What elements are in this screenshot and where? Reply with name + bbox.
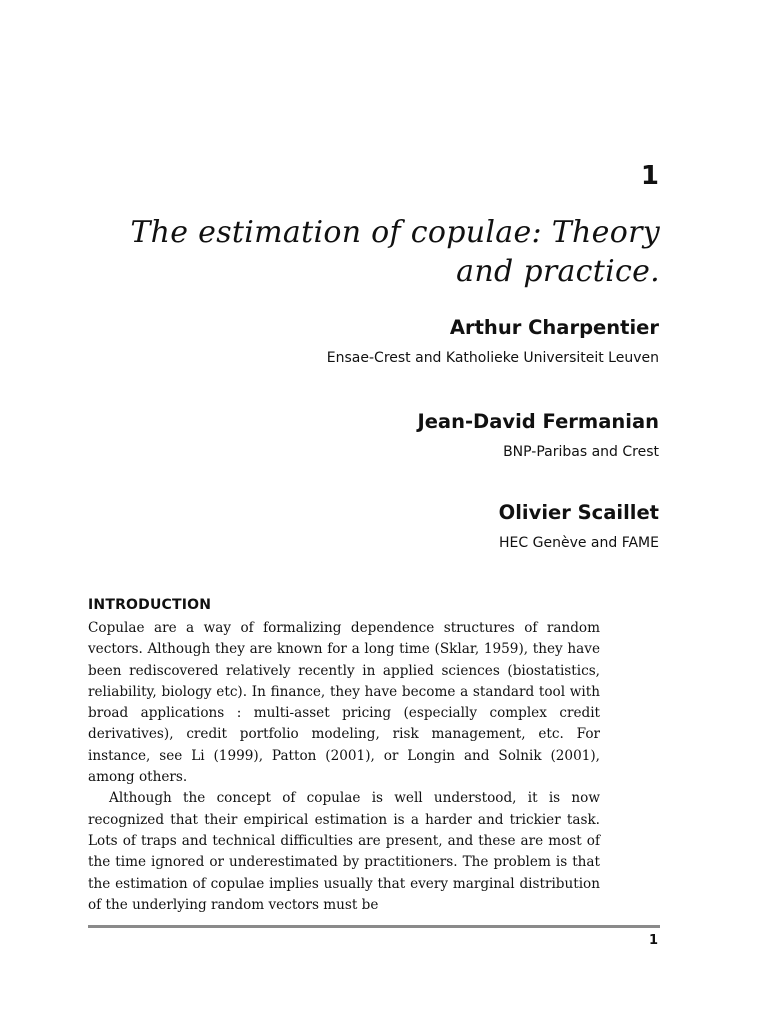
page-number: 1 — [648, 933, 658, 948]
body-paragraph: Although the concept of copulae is well understood, it is now recognized that their empirical estimation is a harder and trickier task. Lots of traps and technical difficulties are present, and these are most of the time ignored or underestimated by practitioners. The problem is that the estimation of copulae implies usually that every marginal distribution of the underlying random vectors must be — [88, 790, 600, 913]
section-heading: INTRODUCTION — [88, 597, 212, 613]
footer-rule — [88, 925, 660, 928]
author-block-charpentier — [327, 316, 659, 367]
author-affiliation: BNP-Paribas and Crest — [503, 444, 659, 460]
author-block-scaillet — [499, 501, 659, 552]
author-name: Olivier Scaillet — [498, 501, 659, 524]
author-name: Jean-David Fermanian — [417, 410, 659, 433]
author-affiliation: Ensae-Crest and Katholieke Universiteit Leuven — [326, 350, 659, 366]
author-name: Arthur Charpentier — [449, 316, 659, 339]
chapter-number: 1 — [640, 161, 659, 191]
body-paragraph: Copulae are a way of formalizing dependence structures of random vectors. Although they are known for a long time (Sklar, 1959), they have been rediscovered relatively recently in applied sciences (biostatistics, reliability, biology etc). In finance, they have become a standard tool with broad applications : multi-asset pricing (especially complex credit derivatives), credit portfolio modeling, risk management, etc. For instance, see Li (1999), Patton (2001), or Longin and Solnik (2001), among others. — [88, 620, 600, 786]
chapter-title: The estimation of copulae: Theory and practice. — [130, 215, 660, 289]
author-block-fermanian — [417, 410, 659, 461]
author-affiliation: HEC Genève and FAME — [499, 535, 659, 551]
section-body — [88, 618, 600, 916]
